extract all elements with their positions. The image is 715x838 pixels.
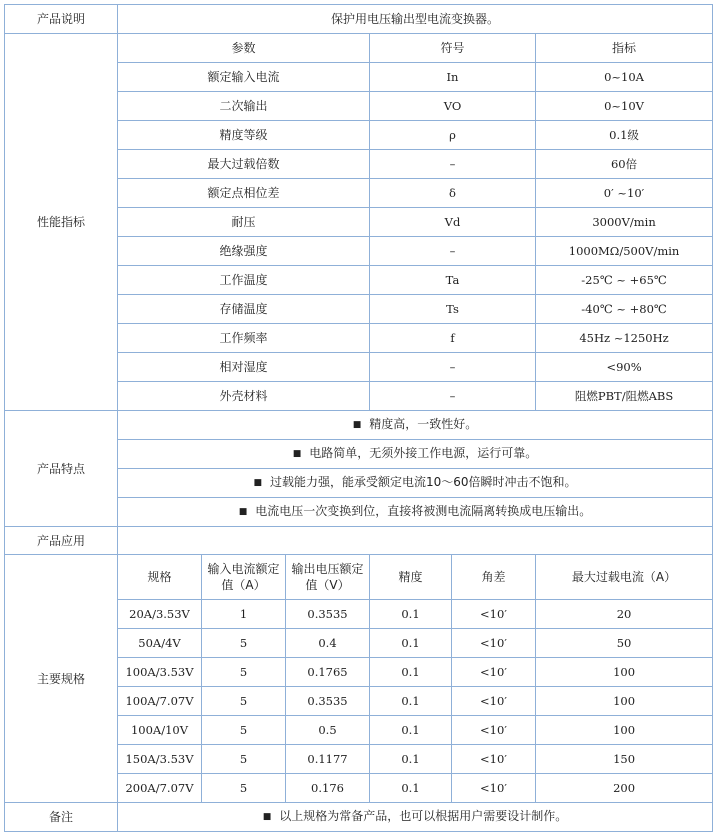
spec-angle-error: <10′ <box>452 745 536 774</box>
feature-item <box>118 411 713 440</box>
performance-header-row <box>5 34 713 63</box>
bullet-icon: ■ <box>253 478 263 488</box>
performance-symbol: – <box>370 382 536 411</box>
performance-param: 精度等级 <box>118 121 370 150</box>
bullet-icon: ■ <box>262 812 272 822</box>
feature-text: 电路简单，无须外接工作电源，运行可靠。 <box>309 446 538 460</box>
bullet-icon: ■ <box>238 507 248 517</box>
feature-text: 过载能力强，能承受额定电流10～60倍瞬时冲击不饱和。 <box>270 475 577 489</box>
spec-output-voltage: 0.5 <box>286 716 370 745</box>
performance-symbol: In <box>370 63 536 92</box>
specs-header-model: 规格 <box>118 555 202 600</box>
spec-model: 100A/10V <box>118 716 202 745</box>
spec-max-overload: 150 <box>536 745 713 774</box>
remarks-text: 以上规格为常备产品，也可以根据用户需要设计制作。 <box>279 809 568 823</box>
performance-spec: 1000MΩ/500V/min <box>536 237 713 266</box>
remarks-label: 备注 <box>5 803 118 832</box>
spec-accuracy: 0.1 <box>370 629 452 658</box>
spec-angle-error: <10′ <box>452 774 536 803</box>
spec-max-overload: 100 <box>536 687 713 716</box>
spec-accuracy: 0.1 <box>370 687 452 716</box>
spec-output-voltage: 0.176 <box>286 774 370 803</box>
spec-model: 150A/3.53V <box>118 745 202 774</box>
feature-row <box>5 411 713 440</box>
performance-param: 最大过载倍数 <box>118 150 370 179</box>
feature-item <box>118 469 713 498</box>
spec-input-current: 5 <box>202 716 286 745</box>
performance-spec: 0′ ~10′ <box>536 179 713 208</box>
performance-param: 相对湿度 <box>118 353 370 382</box>
product-description-row <box>5 5 713 34</box>
applications-row <box>5 527 713 555</box>
performance-param: 额定输入电流 <box>118 63 370 92</box>
spec-table <box>4 4 713 832</box>
performance-param: 二次输出 <box>118 92 370 121</box>
performance-symbol: VO <box>370 92 536 121</box>
performance-param: 存储温度 <box>118 295 370 324</box>
performance-spec: 3000V/min <box>536 208 713 237</box>
applications-value <box>118 527 713 555</box>
spec-model: 100A/7.07V <box>118 687 202 716</box>
performance-symbol: δ <box>370 179 536 208</box>
bullet-icon: ■ <box>352 420 362 430</box>
specs-header-angle-error: 角差 <box>452 555 536 600</box>
spec-input-current: 5 <box>202 658 286 687</box>
performance-symbol: – <box>370 353 536 382</box>
applications-label: 产品应用 <box>5 527 118 555</box>
specs-header-input-current: 输入电流额定值（A） <box>202 555 286 600</box>
spec-max-overload: 50 <box>536 629 713 658</box>
spec-model: 20A/3.53V <box>118 600 202 629</box>
spec-model: 200A/7.07V <box>118 774 202 803</box>
spec-accuracy: 0.1 <box>370 600 452 629</box>
performance-symbol: – <box>370 237 536 266</box>
product-description-label: 产品说明 <box>5 5 118 34</box>
spec-angle-error: <10′ <box>452 658 536 687</box>
spec-max-overload: 100 <box>536 658 713 687</box>
specs-header-accuracy: 精度 <box>370 555 452 600</box>
performance-symbol: Ts <box>370 295 536 324</box>
product-description-value: 保护用电压输出型电流变换器。 <box>118 5 713 34</box>
spec-input-current: 5 <box>202 745 286 774</box>
performance-param: 额定点相位差 <box>118 179 370 208</box>
spec-accuracy: 0.1 <box>370 658 452 687</box>
spec-model: 100A/3.53V <box>118 658 202 687</box>
spec-input-current: 1 <box>202 600 286 629</box>
spec-accuracy: 0.1 <box>370 745 452 774</box>
performance-param: 工作频率 <box>118 324 370 353</box>
performance-symbol: f <box>370 324 536 353</box>
performance-spec: 阻燃PBT/阻燃ABS <box>536 382 713 411</box>
performance-spec: -40℃ ~ +80℃ <box>536 295 713 324</box>
feature-text: 精度高，一致性好。 <box>369 417 478 431</box>
spec-accuracy: 0.1 <box>370 774 452 803</box>
performance-header-symbol: 符号 <box>370 34 536 63</box>
spec-angle-error: <10′ <box>452 600 536 629</box>
performance-symbol: ρ <box>370 121 536 150</box>
spec-output-voltage: 0.1765 <box>286 658 370 687</box>
spec-model: 50A/4V <box>118 629 202 658</box>
spec-angle-error: <10′ <box>452 687 536 716</box>
feature-text: 电流电压一次变换到位，直接将被测电流隔离转换成电压输出。 <box>255 504 592 518</box>
performance-label: 性能指标 <box>5 34 118 411</box>
specs-header-row <box>5 555 713 600</box>
performance-param: 工作温度 <box>118 266 370 295</box>
spec-output-voltage: 0.1177 <box>286 745 370 774</box>
performance-param: 绝缘强度 <box>118 237 370 266</box>
performance-spec: 45Hz ~1250Hz <box>536 324 713 353</box>
feature-item <box>118 498 713 527</box>
spec-output-voltage: 0.3535 <box>286 687 370 716</box>
performance-spec: 0.1级 <box>536 121 713 150</box>
performance-header-spec: 指标 <box>536 34 713 63</box>
spec-angle-error: <10′ <box>452 629 536 658</box>
spec-output-voltage: 0.4 <box>286 629 370 658</box>
spec-max-overload: 100 <box>536 716 713 745</box>
performance-symbol: – <box>370 150 536 179</box>
feature-item <box>118 440 713 469</box>
features-label: 产品特点 <box>5 411 118 527</box>
spec-output-voltage: 0.3535 <box>286 600 370 629</box>
bullet-icon: ■ <box>292 449 302 459</box>
spec-input-current: 5 <box>202 629 286 658</box>
spec-input-current: 5 <box>202 774 286 803</box>
specs-header-max-overload: 最大过载电流（A） <box>536 555 713 600</box>
spec-input-current: 5 <box>202 687 286 716</box>
performance-symbol: Ta <box>370 266 536 295</box>
performance-spec: -25℃ ~ +65℃ <box>536 266 713 295</box>
performance-spec: <90% <box>536 353 713 382</box>
performance-param: 外壳材料 <box>118 382 370 411</box>
remarks-row <box>5 803 713 832</box>
spec-angle-error: <10′ <box>452 716 536 745</box>
performance-symbol: Vd <box>370 208 536 237</box>
spec-accuracy: 0.1 <box>370 716 452 745</box>
main-specs-label: 主要规格 <box>5 555 118 803</box>
spec-max-overload: 200 <box>536 774 713 803</box>
performance-header-param: 参数 <box>118 34 370 63</box>
performance-spec: 0~10V <box>536 92 713 121</box>
performance-param: 耐压 <box>118 208 370 237</box>
specs-header-output-voltage: 输出电压额定值（V） <box>286 555 370 600</box>
performance-spec: 60倍 <box>536 150 713 179</box>
remarks-value-cell <box>118 803 713 832</box>
performance-spec: 0~10A <box>536 63 713 92</box>
spec-max-overload: 20 <box>536 600 713 629</box>
